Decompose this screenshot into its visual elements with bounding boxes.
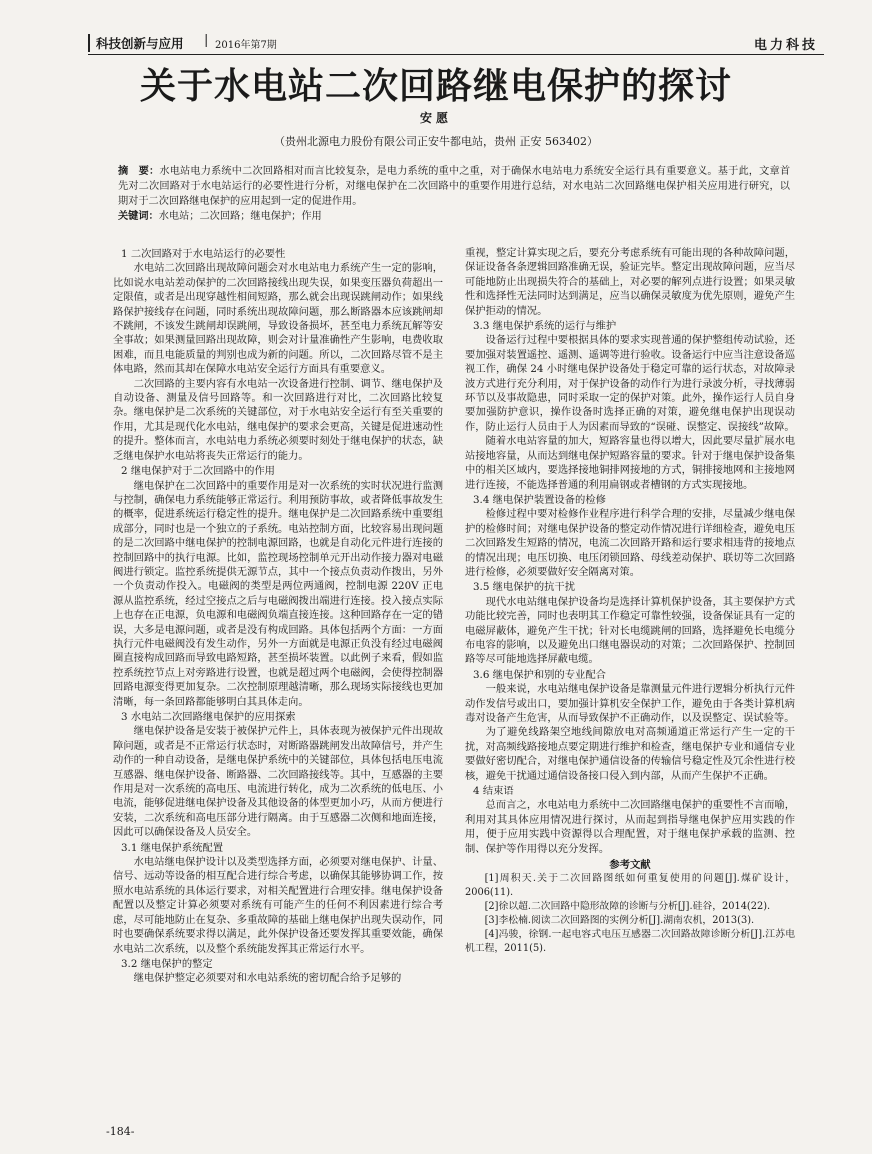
section-heading: 3.1 继电保护系统配置 bbox=[121, 841, 224, 854]
journal-name: 科技创新与应用 bbox=[88, 34, 184, 52]
reference-item: [3]李松楠.阅读二次回路图的实例分析[J].湖南农机，2013(3). bbox=[484, 915, 755, 927]
section-heading: 3.6 继电保护和别的专业配合 bbox=[473, 668, 606, 681]
abstract-text: 水电站电力系统中二次回路相对而言比较复杂，是电力系统的重中之重，对于确保水电站电力系统安全运行具有重要意义。基于此，文章首先对二次回路对于水电站运行的必要性进行分析，对继电保护在二次回路中的重要作用进行总结，对水电站二次回路继电保护相关应用进行研究，以期对于二次回路继电保护的应用起到一定的促进作用。 bbox=[118, 166, 791, 207]
abstract-paragraph bbox=[118, 164, 790, 209]
section-name: 电力科技 bbox=[753, 38, 818, 53]
abstract-label: 摘 要： bbox=[118, 165, 160, 177]
right-column bbox=[465, 246, 795, 956]
body-paragraph: 继电保护设备是安装于被保护元件上，具体表现为被保护元件出现故障问题，或者是不正常运行状态时，对断路器跳闸发出故障信号，并产生动作的一种自动设备，是继电保护系统中的关键部位，具体包括电压电流互感器、继电保护设备、断路器、二次回路接线等。其中，互感器的主要作用是对一次系统的高电压、电流进行转化，成为二次系统的低电压、小电流，能够促进继电保护设备及其他设备的体型更加小巧，从而方便进行安装，二次系统和高电压部分进行隔离。由于互感器二次侧和地面连接，因此可以确保设备及人员安全。 bbox=[113, 725, 443, 839]
abstract bbox=[118, 164, 790, 224]
section-heading: 2 继电保护对于二次回路中的作用 bbox=[121, 465, 275, 478]
section-heading: 3.2 继电保护的整定 bbox=[121, 957, 213, 970]
reference-item: [4]冯骏，徐钢.一起电容式电压互感器二次回路故障诊断分析[J].江苏电机工程，2011(5). bbox=[465, 929, 795, 955]
reference-item: [1]周积天.关于二次回路图纸如何重复使用的问题[J].煤矿设计，2006(11). bbox=[465, 873, 795, 899]
keywords-label: 关键词： bbox=[118, 210, 159, 222]
body-paragraph: 为了避免线路架空地线间隙放电对高频通道正常运行产生一定的干扰，对高频线路接地点要定期进行维护和检查，继电保护专业和通信专业要做好密切配合，对继电保护通信设备的传输信号稳定性及冗余性进行校核，避免干扰通过通信设备接口侵入到内部，从而产生保护不正确。 bbox=[465, 726, 795, 782]
running-header bbox=[88, 32, 824, 55]
section-heading: 3.5 继电保护的抗干扰 bbox=[473, 581, 576, 594]
section-heading: 4 结束语 bbox=[473, 785, 514, 798]
section-heading: 3 水电站二次回路继电保护的应用探索 bbox=[121, 711, 296, 723]
section-heading: 3.3 继电保护系统的运行与维护 bbox=[473, 320, 617, 333]
body-paragraph: 水电站二次回路出现故障问题会对水电站电力系统产生一定的影响，比如说水电站差动保护的二次回路接线出现失误，如果变压器负荷超出一定限值，或者是出现穿越性相间短路，那么就会出现误跳闸动作；如果线路保护接线存在问题，同时系统出现故障问题，那么断路器本应该跳闸却不跳闸，不该发生跳闸却误跳闸，导致设备损坏，甚至电力系统瓦解等安全事故；如果测量回路出现故障，则会对计量准确性产生影响，电费收取困难，而且电能质量的判别也成为新的问题。所以，二次回路尽管不是主体电路，然而其却在保障水电站安全运行方面具有重要意义。 bbox=[113, 262, 443, 376]
section-heading: 1 二次回路对于水电站运行的必要性 bbox=[121, 248, 286, 260]
body-paragraph: 总而言之，水电站电力系统中二次回路继电保护的重要性不言而喻，利用对其具体应用情况进行探讨，从而起到指导继电保护应用实践的作用，便于应用实践中资源得以合理配置，对于继电保护承载的监测、控制、保护等作用得以充分发挥。 bbox=[465, 799, 795, 855]
section-heading: 3.4 继电保护装置设备的检修 bbox=[473, 493, 606, 506]
body-paragraph: 继电保护整定必须要对和水电站系统的密切配合给予足够的 bbox=[133, 972, 402, 985]
body-paragraph: 检修过程中要对检修作业程序进行科学合理的安排，尽量减少继电保护的检修时间；对继电保护设备的整定动作情况进行详细检查，避免电压二次回路发生短路的情况，电流二次回路开路和运行要求相违背的接地点的情况出现；电压切换、电压闭锁回路、母线差动保护、联切等二次回路进行检修，必须要做好安全隔离对策。 bbox=[465, 508, 795, 578]
keywords bbox=[118, 209, 790, 224]
header-separator: | bbox=[204, 33, 209, 48]
body-paragraph: 设备运行过程中要根据具体的要求实现普通的保护整组传动试验，还要加强对装置遥控、遥测、遥调等进行验收。设备运行中应当注意设备巡视工作，确保 24 小时继电保护设备处于稳定可靠的运行状态，对故障录波方式进行充分利用，对于保护设备的动作行为进行录波分析，寻找薄弱环节以及事故隐患，同时采取一定的保护对策。此外，操作运行人员自身要加强防护意识，操作设备时选择正确的对策，避免继电保护出现误动作，防止运行人员由于人为因素而导致的“误碰、误整定、误接线”故障。 bbox=[465, 334, 795, 433]
left-column bbox=[113, 246, 443, 986]
paper-title: 关于水电站二次回路继电保护的探讨 bbox=[139, 66, 732, 107]
keywords-text: 水电站；二次回路；继电保护；作用 bbox=[158, 211, 322, 222]
body-paragraph: 水电站继电保护设计以及类型选择方面，必须要对继电保护、计量、信号、远动等设备的相互配合进行综合考虑，以确保其能够协调工作，按照水电站系统的具体运行要求，对相关配置进行合理安排。继电保护设备配置以及整定计算必须要对系统有可能产生的任何不利因素进行综合考虑，尽可能地防止在复杂、多重故障的基础上继电保护出现失误动作，同时也要确保系统要求得以满足，此外保护设备还要发挥其重要效能，确保水电站二次系统，以及整个系统能发挥其正常运行水平。 bbox=[113, 856, 443, 955]
affiliation: （贵州北源电力股份有限公司正安牛都电站，贵州 正安 563402） bbox=[274, 135, 598, 148]
issue-label: 2016年第7期 bbox=[215, 40, 277, 51]
reference-item: [2]徐以超.二次回路中隐形故障的诊断与分析[J].硅谷，2014(22). bbox=[484, 901, 771, 913]
body-paragraph: 一般来说，水电站继电保护设备是靠测量元件进行逻辑分析执行元件动作发信号或出口，要加强计算机安全保护工作，避免由于各类计算机病毒对设备产生危害，从而导致保护不正确动作，以及误整定、误试验等。 bbox=[465, 683, 795, 724]
author: 安愿 bbox=[419, 111, 452, 125]
page-number: -184- bbox=[106, 1125, 135, 1138]
references-title: 参考文献 bbox=[609, 859, 651, 872]
body-paragraph: 继电保护在二次回路中的重要作用是对一次系统的实时状况进行监测与控制，确保电力系统能够正常运行。利用预防事故，或者降低事故发生的概率，促进系统运行稳定性的提升。继电保护是二次回路系统中重要组成部分，同时也是一个独立的子系统。电站控制方面，比较容易出现问题的是二次回路中继电保护的控制电源回路，也就是自动化元件进行连接的控制回路中的执行电源。比如，监控现场控制单元开出动作接力器对电磁阀进行锁定。监控系统提供无源节点，其中一个接点负责动作拨出，另外一个负责动作投入。电磁阀的类型是两位两通阀，控制电源 220V 正电源从监控系统，经过空接点之后与电磁阀拨出端进行连接。投入接点实际上也存在正电源，负电源和电磁阀负端直接连接。这种回路存在一定的错误，大多是电源问题，或者是没有构成回路。具体包括两个方面：一方面执行元件电磁阀没有发生动作，另外一方面就是电源正负没有经过电磁阀圈直接构成回路而导致电路短路，甚至损坏装置。以此例子来看，假如监控系统控节点上对旁路进行设置，也就是超过两个电磁阀，会使得控制器回路电源变得更加复杂。二次控制原理越清晰，那么现场实际接线也更加清晰，每一条回路都能够明白其具体走向。 bbox=[113, 479, 443, 708]
body-paragraph: 现代水电站继电保护设备均是选择计算机保护设备，其主要保护方式功能比较完善，同时也表明其工作稳定可靠性较强，设备保证具有一定的电磁屏蔽体，避免产生干扰；针对长电缆跳闸的回路，选择避免长电缆分布电容的影响，以及避免出口继电器误动的对策；二次回路保护、控制回路等尽可能地选择屏蔽电缆。 bbox=[465, 595, 795, 666]
body-paragraph: 重视，整定计算实现之后，要充分考虑系统有可能出现的各种故障问题，保证设备各条逻辑回路准确无误，验证完毕。整定出现故障问题，应当尽可能地防止出现损失符合的基础上，对必要的解列点进行设置；如果灵敏性和选择性无法同时达到满足，应当以确保灵敏度为优先原则，避免产生保护拒动的情况。 bbox=[465, 247, 795, 317]
body-paragraph: 随着水电站容量的加大，短路容量也得以增大，因此要尽量扩展水电站接地容量，从而达到继电保护短路容量的要求。针对于继电保护设备集中的相关区域内，要选择接地铜排网接地的方式，铜排接地网和主接地网进行连接，不能选择普通的利用扁钢或者槽钢的方式实现接地。 bbox=[465, 435, 795, 491]
body-paragraph: 二次回路的主要内容有水电站一次设备进行控制、调节、继电保护及自动设备、测量及信号回路等。和一次回路进行对比，二次回路比较复杂。继电保护是二次系统的关键部位，对于水电站安全运行有至关重要的作用，尤其是现代化水电站，继电保护的要求会更高，关键是促进速动性的提升。整体而言，水电站电力系统必须要时刻处于继电保护的状态，缺乏继电保护水电站将丧失正常运行的能力。 bbox=[113, 377, 443, 462]
